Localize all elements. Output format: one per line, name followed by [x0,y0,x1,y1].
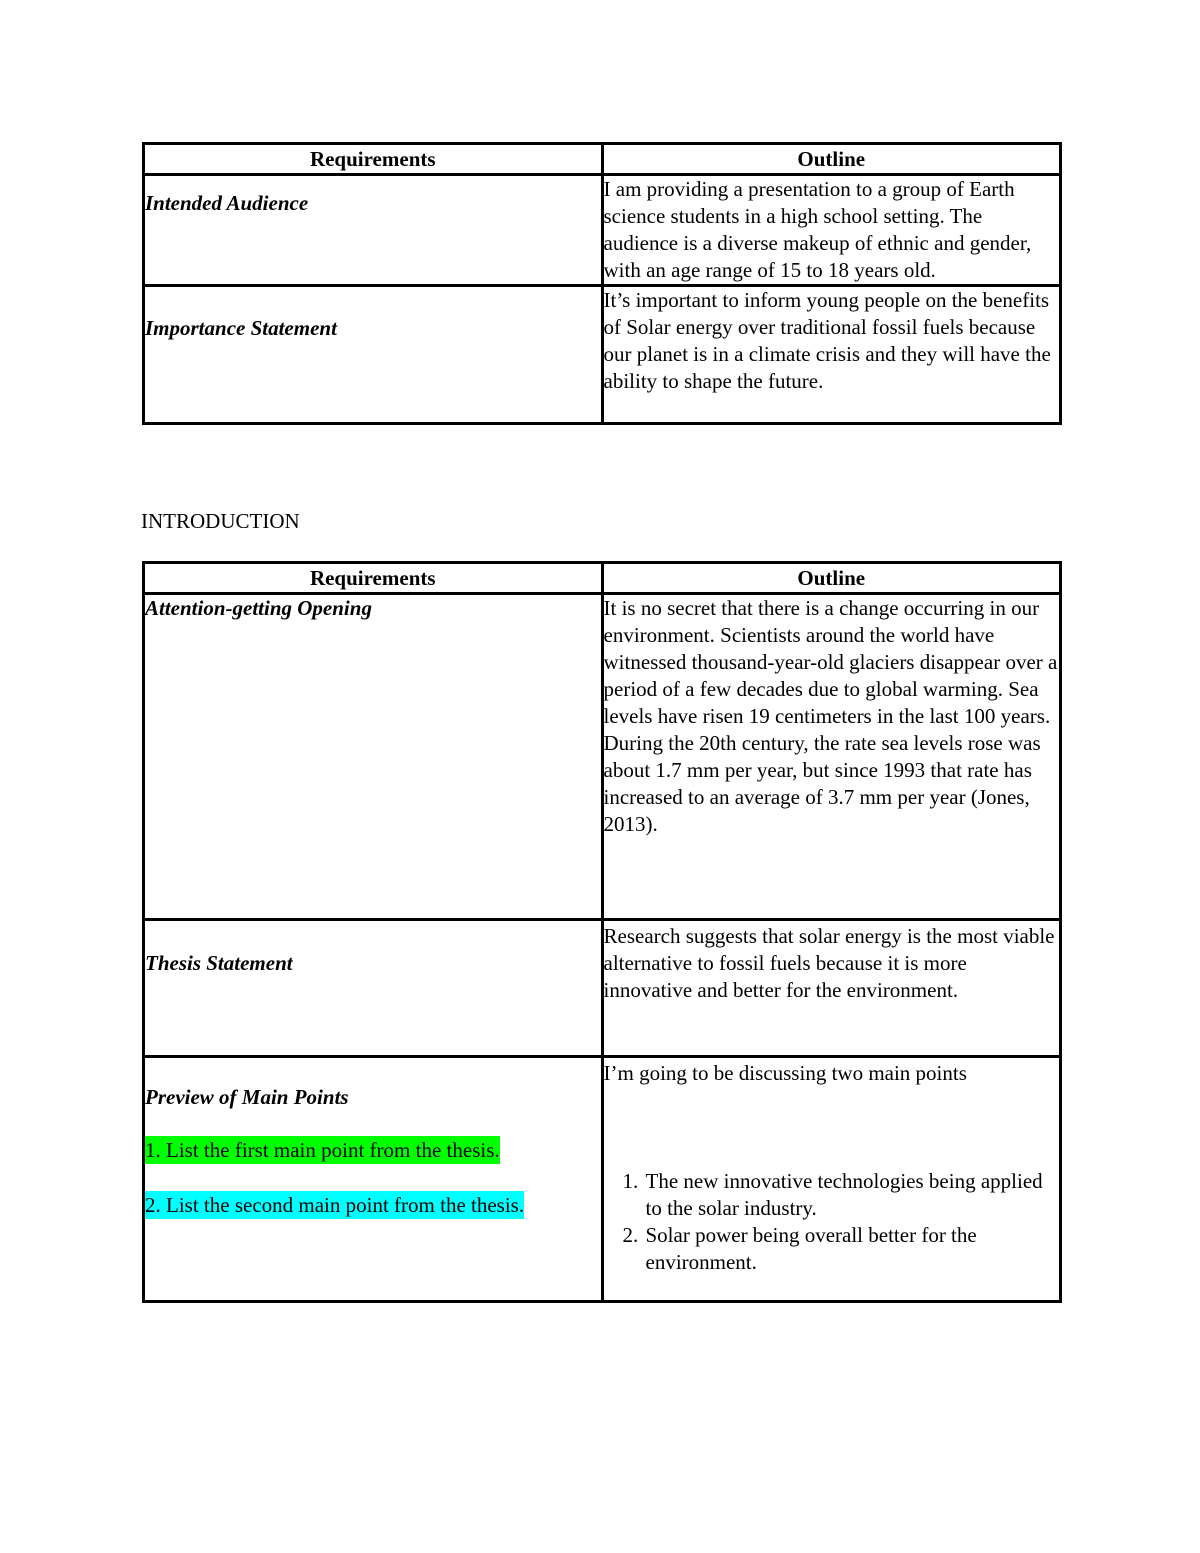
list-item: 1. The new innovative technologies being applied to the solar industry. [644,1168,1060,1222]
introduction-table [142,561,1062,1303]
row-label-preview [144,1057,603,1302]
main-points-list [604,1168,1060,1276]
row-label-text: Intended Audience [145,191,309,215]
row-text-thesis: Research suggests that solar energy is the most viable alternative to fossil fuels because it is more innovative and better for the environment. [602,920,1061,1057]
list-item: 2. Solar power being overall better for the environment. [644,1222,1060,1276]
header-outline: Outline [602,144,1061,175]
highlighted-point-1: 1. List the first main point from the thesis. [145,1138,500,1162]
header-outline: Outline [602,563,1061,594]
point-1-line [145,1137,601,1164]
table-row [144,1057,1061,1302]
row-label-text: Preview of Main Points [145,1085,349,1109]
row-label-text: Thesis Statement [145,951,293,975]
table-row [144,920,1061,1057]
table-header-row [144,563,1061,594]
table-header-row [144,144,1061,175]
row-label-text: Importance Statement [145,316,337,340]
row-label-importance [144,286,603,424]
table-row [144,286,1061,424]
table-row [144,175,1061,286]
header-requirements: Requirements [144,563,603,594]
row-text-preview [602,1057,1061,1302]
section-heading-introduction: INTRODUCTION [141,509,300,533]
row-label-text: Attention-getting Opening [145,596,372,620]
requirements-table [142,142,1062,425]
row-text-importance: It’s important to inform young people on the benefits of Solar energy over traditional fossil fuels because our planet is in a climate crisis and they will have the ability to shape the future. [602,286,1061,424]
preview-intro: I’m going to be discussing two main points [603,1061,967,1085]
row-label-thesis [144,920,603,1057]
point-2-line [145,1192,601,1219]
header-requirements: Requirements [144,144,603,175]
row-text-attention: It is no secret that there is a change occurring in our environment. Scientists around the world have witnessed thousand-year-old glaciers disappear over a period of a few decades due to global warming. Sea levels have risen 19 centimeters in the last 100 years. During the 20th century, the rate sea levels rose was about 1.7 mm per year, but since 1993 that rate has increased to an average of 3.7 mm per year (Jones, 2013). [602,594,1061,920]
row-text-intended-audience: I am providing a presentation to a group of Earth science students in a high school setting. The audience is a diverse makeup of ethnic and gender, with an age range of 15 to 18 years old. [602,175,1061,286]
row-label-intended-audience [144,175,603,286]
highlighted-point-2: 2. List the second main point from the thesis. [145,1193,525,1217]
row-label-attention [144,594,603,920]
table-row [144,594,1061,920]
